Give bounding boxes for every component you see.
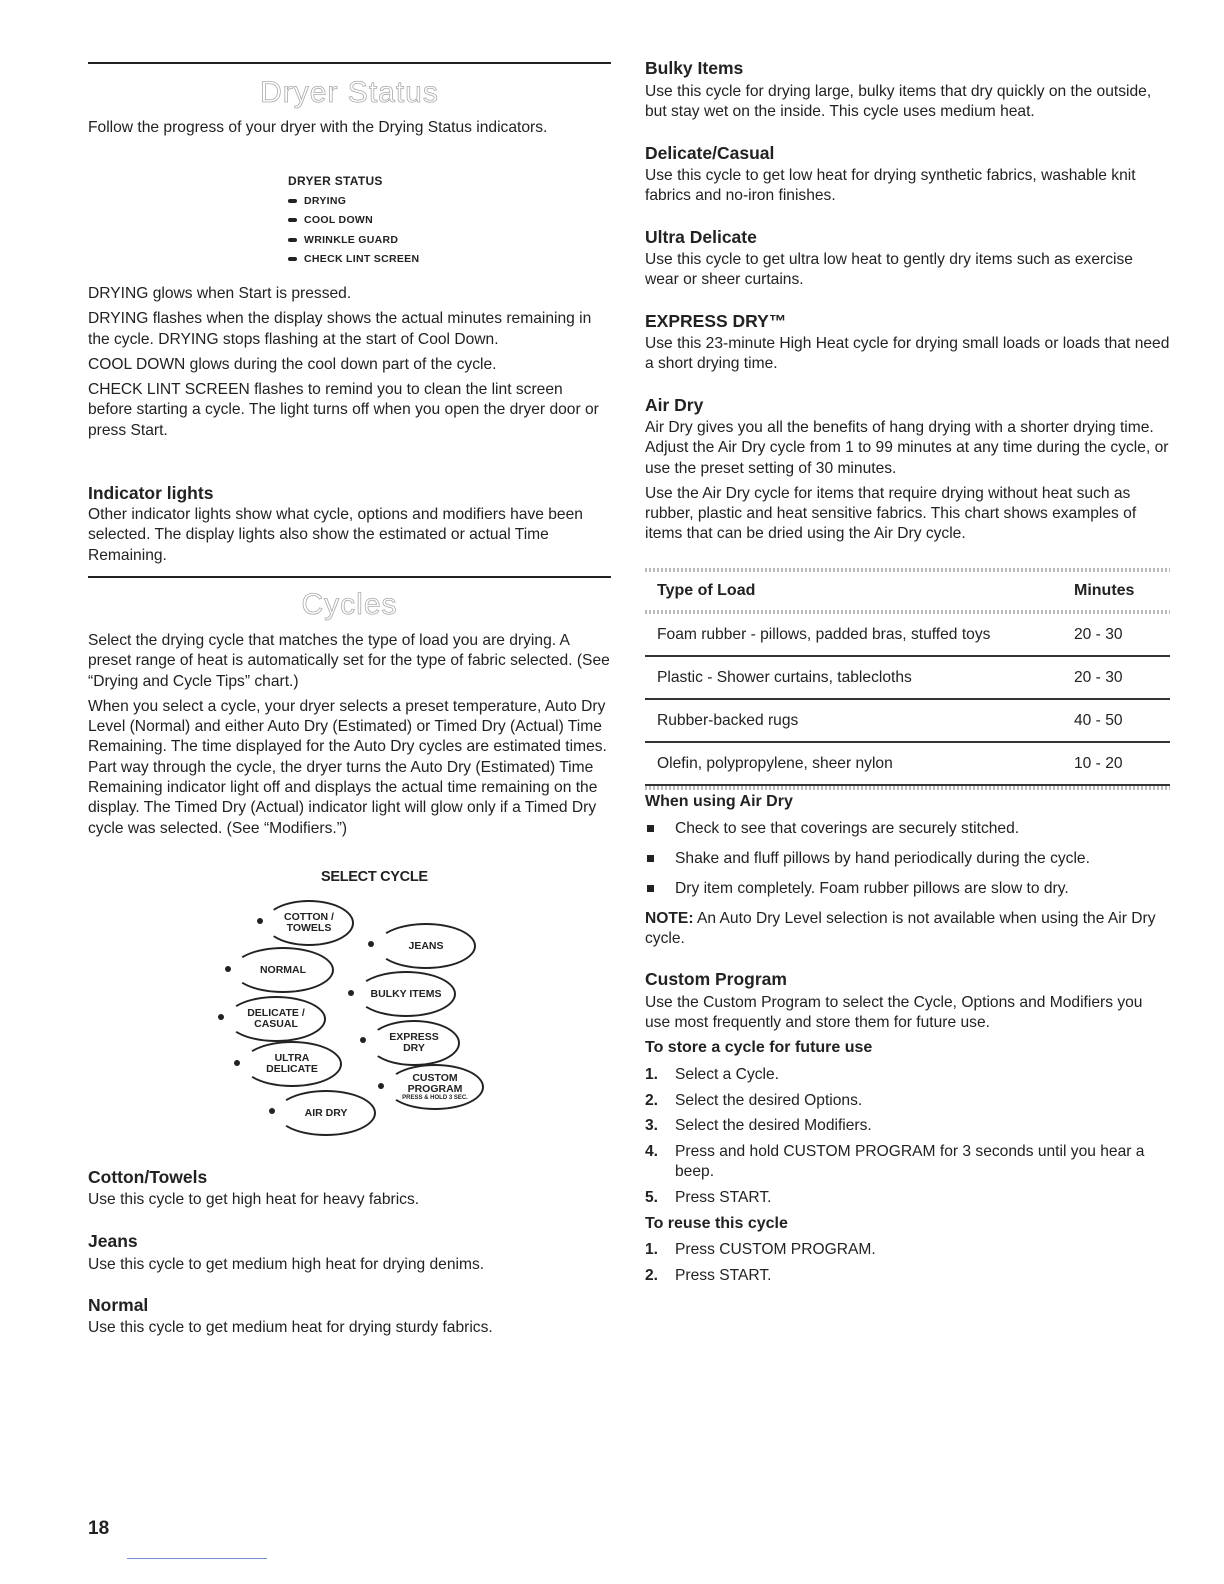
cycle-indicator-dot: [225, 966, 231, 972]
cycle-indicator-dot: [218, 1014, 224, 1020]
cycle-description: Use this cycle to get medium high heat for drying denims.: [88, 1256, 485, 1273]
table-cell: 20 - 30: [1074, 625, 1123, 643]
store-steps: [645, 1065, 1170, 1214]
cycle-heading: Bulky Items: [645, 58, 744, 78]
cycle-description: Use this cycle to get medium heat for drying sturdy fabrics.: [88, 1319, 493, 1336]
select-cycle-dial: [88, 890, 611, 1140]
status-indicator: WRINKLE GUARD: [288, 231, 419, 251]
paragraph: CHECK LINT SCREEN flashes to remind you to clean the lint screen before starting a cycle. The light turns off when you open the dryer door or press Start.: [88, 381, 599, 439]
delicate-casual-button[interactable]: DELICATE / CASUAL: [226, 996, 326, 1042]
table-row: [645, 657, 1170, 700]
paragraph: DRYING glows when Start is pressed.: [88, 285, 352, 302]
store-cycle-heading: To store a cycle for future use: [645, 1039, 873, 1056]
table-cell: 40 - 50: [1074, 711, 1123, 729]
cycle-indicator-dot: [348, 990, 354, 996]
normal-button[interactable]: NORMAL: [232, 947, 334, 993]
dryer-status-title: Dryer Status: [260, 76, 439, 109]
indicator-lights-text: Other indicator lights show what cycle, options and modifiers have been selected. The display lights also show the estimated or actual Time Remaining.: [88, 506, 583, 564]
reuse-cycle-heading: To reuse this cycle: [645, 1215, 788, 1232]
indicator-light-icon: [288, 257, 297, 261]
cycle-heading: EXPRESS DRY™: [645, 311, 787, 331]
table-cell: 20 - 30: [1074, 668, 1123, 686]
indicator-light-icon: [288, 238, 297, 242]
cycles-body: [88, 631, 611, 839]
cycle-indicator-dot: [234, 1060, 240, 1066]
list-item: 5. Press START.: [645, 1189, 772, 1207]
express-dry-button[interactable]: EXPRESS DRY: [368, 1020, 460, 1066]
status-indicator: CHECK LINT SCREEN: [288, 250, 419, 270]
paragraph: Select the drying cycle that matches the type of load you are drying. A preset range of heat is automatically set for the type of fabric selected. (See “Drying and Cycle Tips” chart.): [88, 632, 610, 690]
cycle-description: Use this cycle to get ultra low heat to gently dry items such as exercise wear or sheer curtains.: [645, 251, 1133, 289]
custom-program-intro: Use the Custom Program to select the Cycle, Options and Modifiers you use most frequently and store them for future use.: [645, 994, 1143, 1032]
cycle-heading: Cotton/Towels: [88, 1167, 208, 1187]
jeans-button[interactable]: JEANS: [376, 923, 476, 969]
air-dry-body: [645, 418, 1170, 545]
list-item: 1. Press CUSTOM PROGRAM.: [645, 1241, 876, 1258]
table-cell: Plastic - Shower curtains, tablecloths: [657, 668, 912, 686]
custom-program-button[interactable]: CUSTOM PROGRAM PRESS & HOLD 3 SEC.: [386, 1064, 484, 1110]
air-dry-tips: [645, 819, 1170, 908]
column-header: Type of Load: [657, 582, 756, 599]
cycle-heading: Jeans: [88, 1231, 138, 1251]
section-rule: [88, 576, 611, 578]
table-border: [645, 786, 1170, 790]
table-row: [645, 700, 1170, 743]
section-rule: [88, 62, 611, 64]
note: NOTE: An Auto Dry Level selection is not available when using the Air Dry cycle.: [645, 910, 1156, 948]
paragraph: Air Dry gives you all the benefits of hang drying with a shorter drying time. Adjust the Air Dry cycle from 1 to 99 minutes at any time during the cycle, or use the preset setting of 30 minutes.: [645, 419, 1169, 477]
select-cycle-title: SELECT CYCLE: [321, 869, 428, 885]
cycle-heading: Normal: [88, 1295, 149, 1315]
table-cell: 10 - 20: [1074, 754, 1123, 772]
indicator-light-icon: [288, 218, 297, 222]
list-item: 1. Select a Cycle.: [645, 1066, 780, 1083]
cycle-heading: Delicate/Casual: [645, 143, 775, 163]
list-item: Dry item completely. Foam rubber pillows are slow to dry.: [645, 879, 1170, 899]
table-cell: Olefin, polypropylene, sheer nylon: [657, 754, 893, 772]
paragraph: Use the Air Dry cycle for items that require drying without heat such as rubber, plastic and heat sensitive fabrics. This chart shows examples of items that can be dried using the Air Dry cycle.: [645, 484, 1137, 543]
dryer-status-panel: [288, 172, 419, 270]
list-item: 3. Select the desired Modifiers.: [645, 1117, 872, 1135]
list-item: Check to see that coverings are securely stitched.: [645, 819, 1170, 839]
air-dry-table: [645, 568, 1170, 790]
paragraph: COOL DOWN glows during the cool down part of the cycle.: [88, 355, 497, 373]
dryer-status-intro: Follow the progress of your dryer with the Drying Status indicators.: [88, 119, 548, 136]
paragraph: When you select a cycle, your dryer selects a preset temperature, Auto Dry Level (Normal) and either Auto Dry (Estimated) or Timed Dry (Actual) Time Remaining. The time displayed for the Auto Dry cycles are estimated times. Part way through the cycle, the dryer turns the Auto Dry (Estimated) Time Remaining indicator light off and displays the actual time remaining on the display. The Timed Dry (Actual) indicator light will glow only if a Timed Dry cycle was selected. (See “Modifiers.”): [88, 697, 607, 837]
paragraph: DRYING flashes when the display shows the actual minutes remaining in the cycle. DRYING stops flashing at the start of Cool Down.: [88, 310, 592, 348]
footer-line: [127, 1558, 267, 1559]
cycle-description: Use this 23-minute High Heat cycle for drying small loads or loads that need a short drying time.: [645, 335, 1170, 373]
reuse-steps: [645, 1240, 1170, 1291]
table-row: [645, 743, 1170, 786]
page-number: 18: [88, 1518, 110, 1539]
custom-program-heading: Custom Program: [645, 969, 787, 989]
cycles-title: Cycles: [301, 588, 398, 621]
ultra-delicate-button[interactable]: ULTRA DELICATE: [242, 1041, 342, 1087]
indicator-light-icon: [288, 199, 297, 203]
indicator-lights-heading: Indicator lights: [88, 483, 214, 503]
table-cell: Rubber-backed rugs: [657, 711, 799, 729]
status-indicator: COOL DOWN: [288, 211, 419, 231]
cotton-towels-button[interactable]: COTTON / TOWELS: [264, 900, 354, 946]
cycle-description: Use this cycle for drying large, bulky items that dry quickly on the outside, but stay wet on the inside. This cycle uses medium heat.: [645, 83, 1152, 121]
status-indicator: DRYING: [288, 192, 419, 212]
cycle-indicator-dot: [378, 1083, 384, 1089]
list-item: 2. Press START.: [645, 1266, 772, 1284]
cycle-indicator-dot: [269, 1108, 275, 1114]
table-cell: Foam rubber - pillows, padded bras, stuffed toys: [657, 625, 991, 643]
list-item: Shake and fluff pillows by hand periodically during the cycle.: [645, 849, 1170, 869]
cycle-description: Use this cycle to get low heat for drying synthetic fabrics, washable knit fabrics and no-iron finishes.: [645, 167, 1136, 205]
when-using-heading: When using Air Dry: [645, 793, 793, 810]
panel-title: DRYER STATUS: [288, 174, 383, 188]
bulky-items-button[interactable]: BULKY ITEMS: [356, 971, 456, 1017]
list-item: 4. Press and hold CUSTOM PROGRAM for 3 seconds until you hear a beep.: [645, 1143, 1145, 1181]
air-dry-button[interactable]: AIR DRY: [276, 1090, 376, 1136]
dryer-status-body: [88, 284, 611, 441]
cycle-indicator-dot: [360, 1037, 366, 1043]
cycle-heading: Ultra Delicate: [645, 227, 757, 247]
column-header: Minutes: [1074, 582, 1135, 599]
table-header: [645, 572, 1170, 610]
cycle-description: Use this cycle to get high heat for heavy fabrics.: [88, 1191, 420, 1208]
table-row: [645, 614, 1170, 657]
list-item: 2. Select the desired Options.: [645, 1091, 863, 1109]
cycle-indicator-dot: [368, 941, 374, 947]
cycle-indicator-dot: [257, 918, 263, 924]
air-dry-heading: Air Dry: [645, 395, 704, 415]
